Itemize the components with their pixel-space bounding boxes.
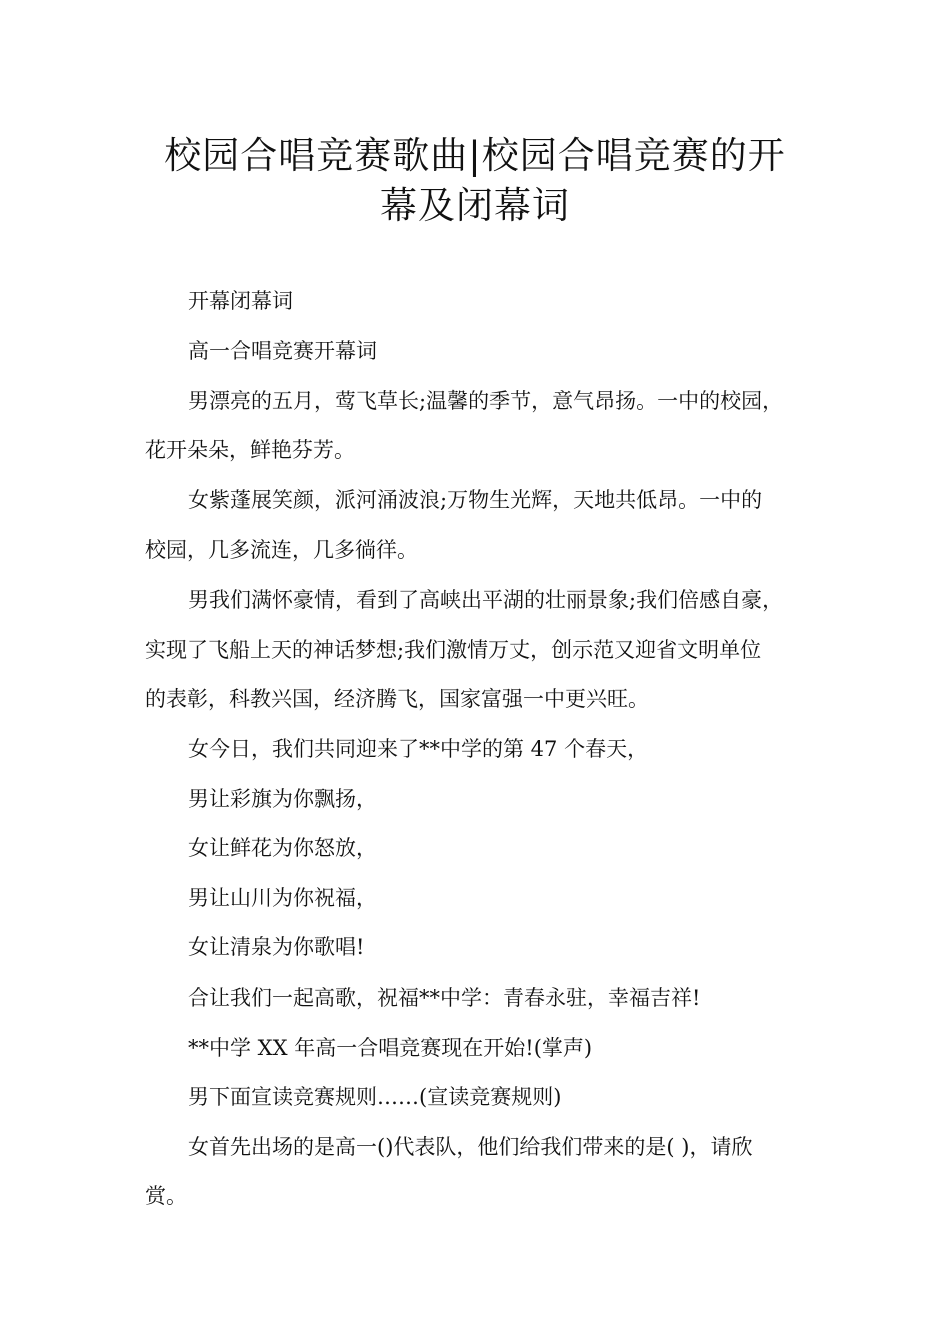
document-title-line-2: 幕及闭幕词	[380, 184, 570, 227]
paragraph-line: 合让我们一起高歌，祝福**中学：青春永驻，幸福吉祥!	[188, 986, 701, 1010]
paragraph-line: 的表彰，科教兴国，经济腾飞，国家富强一中更兴旺。	[145, 687, 649, 711]
paragraph-line: 花开朵朵，鲜艳芬芳。	[145, 438, 355, 462]
paragraph-line: 男漂亮的五月，莺飞草长;温馨的季节，意气昂扬。一中的校园，	[188, 389, 784, 413]
paragraph-line: 女今日，我们共同迎来了**中学的第 47 个春天，	[188, 737, 649, 761]
paragraph-line: 男我们满怀豪情，看到了高峡出平湖的壮丽景象;我们倍感自豪，	[188, 588, 784, 612]
paragraph-line: 赏。	[145, 1184, 187, 1208]
paragraph-line: 男让山川为你祝福，	[188, 886, 377, 910]
section-heading: 开幕闭幕词	[188, 289, 293, 313]
paragraph-line: 女首先出场的是高一()代表队，他们给我们带来的是( )，请欣	[188, 1135, 753, 1159]
paragraph-line: **中学 XX 年高一合唱竞赛现在开始!(掌声)	[188, 1036, 593, 1060]
paragraph-line: 女让鲜花为你怒放，	[188, 836, 377, 860]
speech-title: 高一合唱竞赛开幕词	[188, 339, 377, 363]
paragraph-line: 女让清泉为你歌唱!	[188, 935, 365, 959]
paragraph-line: 校园，几多流连，几多徜徉。	[145, 538, 418, 562]
paragraph-line: 女紫蓬展笑颜，派河涌波浪;万物生光辉，天地共低昂。一中的	[188, 488, 763, 512]
paragraph-line: 实现了飞船上天的神话梦想;我们激情万丈，创示范又迎省文明单位	[145, 638, 762, 662]
paragraph-line: 男让彩旗为你飘扬，	[188, 787, 377, 811]
document-title-line-1: 校园合唱竞赛歌曲|校园合唱竞赛的开	[164, 134, 786, 177]
paragraph-line: 男下面宣读竞赛规则……(宣读竞赛规则)	[188, 1085, 562, 1109]
